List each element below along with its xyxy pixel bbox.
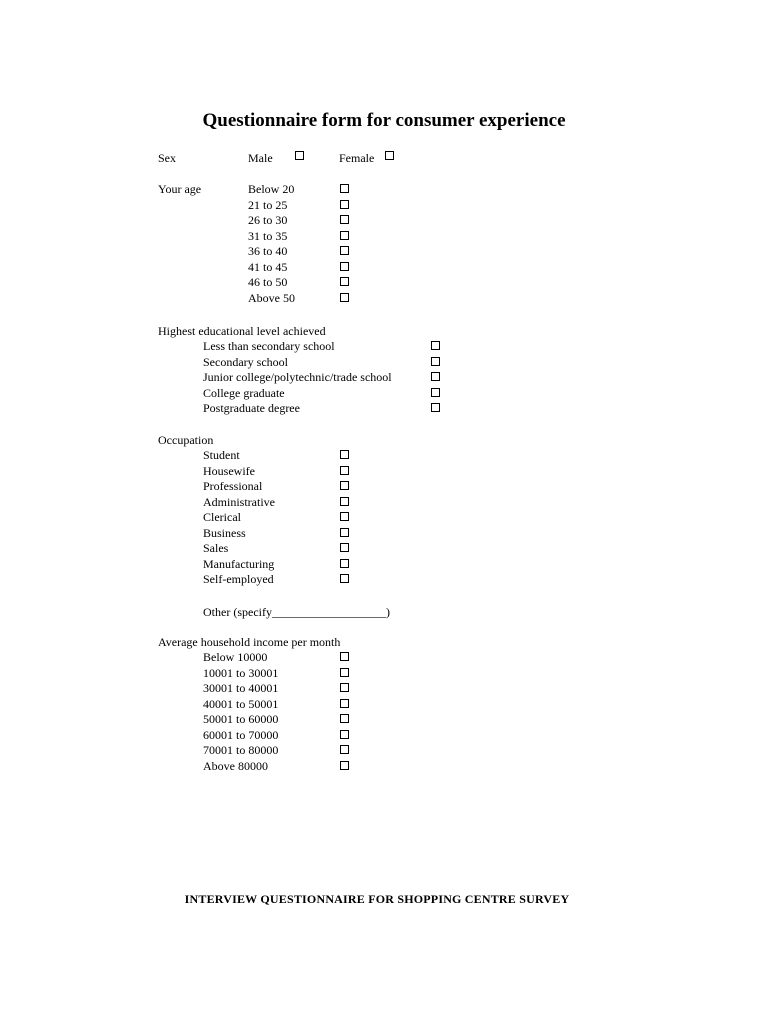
occupation-other-specify-field[interactable]: Other (specify___________________) xyxy=(203,605,390,619)
education-option-checkbox[interactable] xyxy=(431,341,440,350)
sex-female-checkbox[interactable] xyxy=(385,151,394,160)
education-label: Highest educational level achieved xyxy=(158,324,326,338)
age-label: Your age xyxy=(158,182,202,196)
income-option-label: 30001 to 40001 xyxy=(203,681,279,695)
sex-male-checkbox[interactable] xyxy=(295,151,304,160)
age-option-checkbox[interactable] xyxy=(340,277,349,286)
occupation-option-checkbox[interactable] xyxy=(340,512,349,521)
education-option-label: Less than secondary school xyxy=(203,339,335,353)
age-option-label: 26 to 30 xyxy=(248,213,288,227)
age-option-checkbox[interactable] xyxy=(340,215,349,224)
occupation-option-checkbox[interactable] xyxy=(340,481,349,490)
occupation-option-label: Student xyxy=(203,448,240,462)
income-option-label: 40001 to 50001 xyxy=(203,696,279,711)
income-option-label: 60001 to 70000 xyxy=(203,727,279,742)
sex-option-female-label: Female xyxy=(339,151,375,165)
income-option-checkbox[interactable] xyxy=(340,730,349,739)
occupation-option-checkbox[interactable] xyxy=(340,466,349,475)
education-option-checkbox[interactable] xyxy=(431,403,440,412)
education-option-label: Postgraduate degree xyxy=(203,401,300,415)
income-option-checkbox[interactable] xyxy=(340,699,349,708)
occupation-option-label: Business xyxy=(203,525,246,540)
income-option-label: Below 10000 xyxy=(203,650,268,664)
occupation-option-checkbox[interactable] xyxy=(340,574,349,583)
income-option-label: 70001 to 80000 xyxy=(203,743,279,757)
occupation-option-label: Housewife xyxy=(203,463,255,478)
occupation-option-label: Administrative xyxy=(203,494,275,509)
income-option-checkbox[interactable] xyxy=(340,761,349,770)
income-option-label: 50001 to 60000 xyxy=(203,712,279,726)
income-option-checkbox[interactable] xyxy=(340,683,349,692)
occupation-option-checkbox[interactable] xyxy=(340,559,349,568)
occupation-option-checkbox[interactable] xyxy=(340,543,349,552)
education-option-checkbox[interactable] xyxy=(431,372,440,381)
page-title: Questionnaire form for consumer experience xyxy=(202,110,566,131)
sex-label: Sex xyxy=(158,151,176,165)
occupation-option-label: Clerical xyxy=(203,510,241,524)
occupation-option-label: Sales xyxy=(203,541,229,555)
income-option-checkbox[interactable] xyxy=(340,652,349,661)
age-option-label: 36 to 40 xyxy=(248,244,288,258)
sex-option-male-label: Male xyxy=(248,151,273,165)
age-option-checkbox[interactable] xyxy=(340,246,349,255)
occupation-option-checkbox[interactable] xyxy=(340,497,349,506)
age-option-label: 46 to 50 xyxy=(248,275,288,289)
age-option-checkbox[interactable] xyxy=(340,184,349,193)
age-option-checkbox[interactable] xyxy=(340,200,349,209)
age-option-checkbox[interactable] xyxy=(340,293,349,302)
occupation-option-label: Self-employed xyxy=(203,572,274,586)
income-option-label: 10001 to 30001 xyxy=(203,665,279,680)
income-option-label: Above 80000 xyxy=(203,758,268,773)
education-option-label: Secondary school xyxy=(203,354,288,369)
age-option-label: 41 to 45 xyxy=(248,259,288,274)
education-option-checkbox[interactable] xyxy=(431,357,440,366)
age-option-label: Below 20 xyxy=(248,182,295,196)
occupation-option-checkbox[interactable] xyxy=(340,450,349,459)
footer-heading: INTERVIEW QUESTIONNAIRE FOR SHOPPING CENTRE SURVEY xyxy=(184,892,570,906)
age-option-label: 31 to 35 xyxy=(248,228,288,243)
age-option-checkbox[interactable] xyxy=(340,231,349,240)
income-option-checkbox[interactable] xyxy=(340,668,349,677)
occupation-option-label: Manufacturing xyxy=(203,556,275,571)
education-option-checkbox[interactable] xyxy=(431,388,440,397)
education-option-label: College graduate xyxy=(203,385,285,400)
occupation-option-label: Professional xyxy=(203,479,263,493)
age-option-label: 21 to 25 xyxy=(248,197,288,212)
income-label: Average household income per month xyxy=(158,635,341,649)
income-option-checkbox[interactable] xyxy=(340,745,349,754)
income-option-checkbox[interactable] xyxy=(340,714,349,723)
occupation-label: Occupation xyxy=(158,433,214,447)
occupation-option-checkbox[interactable] xyxy=(340,528,349,537)
age-option-label: Above 50 xyxy=(248,290,295,305)
age-option-checkbox[interactable] xyxy=(340,262,349,271)
education-option-label: Junior college/polytechnic/trade school xyxy=(203,370,392,384)
